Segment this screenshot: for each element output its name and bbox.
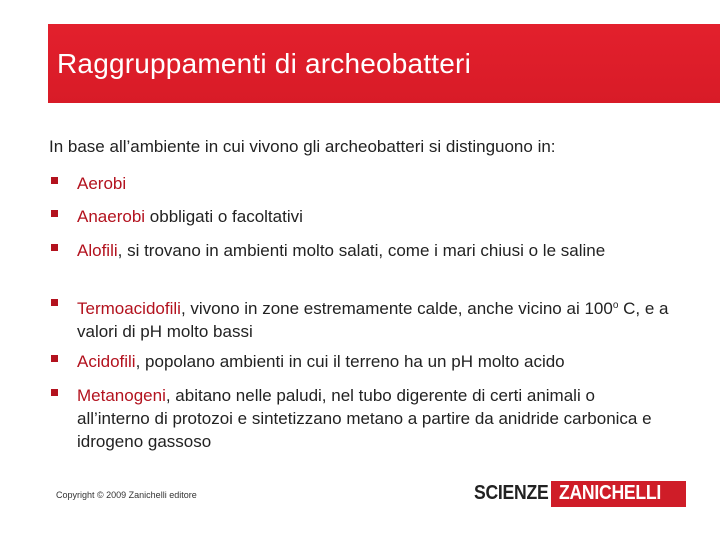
title-bar: [48, 24, 720, 103]
bullet-term: Alofili: [77, 241, 118, 260]
logo-zanichelli: [551, 481, 687, 507]
bullet-text: , abitano nelle paludi, nel tubo digerente di certi animali o all’interno di protozoi e sintetizzano metano a partire da anidride carbonica e idrogeno gassoso: [77, 386, 652, 451]
publisher-logo: [474, 481, 686, 507]
bullet-text: obbligati o facoltativi: [145, 207, 303, 226]
logo-scienze: SCIENZE: [474, 482, 549, 504]
bullet-text: , si trovano in ambienti molto salati, come i mari chiusi o le saline: [117, 241, 606, 260]
bullet-term: Termoacidofili: [77, 299, 181, 318]
bullet-text: , popolano ambienti in cui il terreno ha un pH molto acido: [135, 352, 565, 371]
intro-text: In base all’ambiente in cui vivono gli archeobatteri si distinguono in:: [49, 137, 556, 156]
bullet-term: Metanogeni: [77, 386, 166, 405]
bullet-acidofili: [49, 350, 565, 373]
bullet-text: , vivono in zone estremamente calde, anche vicino ai 100: [180, 299, 613, 318]
bullet-term: Anaerobi: [77, 207, 146, 226]
bullet-aerobi: [49, 172, 126, 195]
logo-zanichelli-text: ZANICHELLI: [558, 482, 661, 504]
bullet-termoacidofili: [49, 294, 669, 343]
degree-sup: o: [612, 300, 619, 311]
square-bullet-icon: [51, 177, 58, 184]
square-bullet-icon: [51, 210, 58, 217]
slide-title: Raggruppamenti di archeobatteri: [57, 48, 472, 79]
bullet-term: Acidofili: [77, 352, 136, 371]
square-bullet-icon: [51, 355, 58, 362]
bullet-alofili: [49, 239, 605, 262]
square-bullet-icon: [51, 389, 58, 396]
square-bullet-icon: [51, 244, 58, 251]
bullet-text-cont: C, e a valori di pH molto bassi: [77, 299, 669, 341]
bullet-metanogeni: [49, 384, 669, 453]
square-bullet-icon: [51, 299, 58, 306]
bullet-term: Aerobi: [77, 174, 127, 193]
copyright-text: Copyright © 2009 Zanichelli editore: [56, 490, 197, 500]
bullet-anaerobi: [49, 205, 303, 228]
